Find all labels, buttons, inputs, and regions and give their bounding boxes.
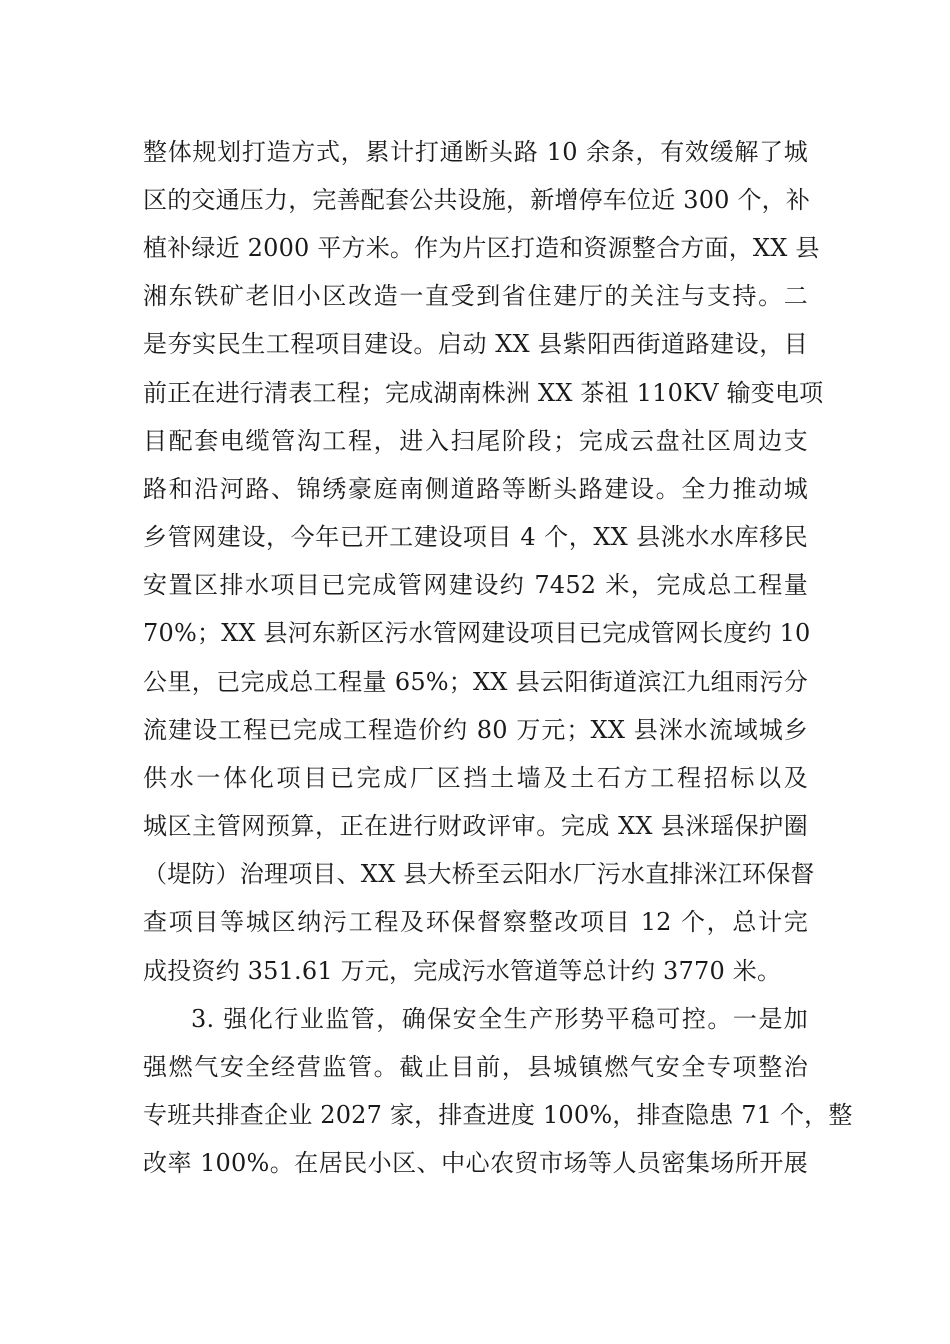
body-text-line: 目配套电缆管沟工程，进入扫尾阶段；完成云盘社区周边支: [143, 427, 808, 455]
body-text-line: 流建设工程已完成工程造价约 80 万元；XX 县洣水流域城乡: [143, 716, 808, 744]
body-text-line: 乡管网建设，今年已开工建设项目 4 个，XX 县洮水水库移民: [143, 523, 808, 551]
body-text-line: 植补绿近 2000 平方米。作为片区打造和资源整合方面，XX 县: [143, 234, 820, 262]
body-text-line: 是夯实民生工程项目建设。启动 XX 县紫阳西街道路建设，目: [143, 330, 808, 358]
body-text-line: （堤防）治理项目、XX 县大桥至云阳水厂污水直排洣江环保督: [143, 860, 815, 888]
body-text-line: 70%；XX 县河东新区污水管网建设项目已完成管网长度约 10: [143, 619, 811, 647]
body-text-line: 公里，已完成总工程量 65%；XX 县云阳街道滨江九组雨污分: [143, 668, 808, 696]
body-text-line: 路和沿河路、锦绣豪庭南侧道路等断头路建设。全力推动城: [143, 475, 808, 503]
paragraph-last-line: 成投资约 351.61 万元，完成污水管道等总计约 3770 米。: [143, 957, 782, 985]
body-text-line: 供水一体化项目已完成厂区挡土墙及土石方工程招标以及: [143, 764, 808, 792]
body-text-line: 湘东铁矿老旧小区改造一直受到省住建厅的关注与支持。二: [143, 282, 808, 310]
body-text-line: 城区主管网预算，正在进行财政评审。完成 XX 县洣瑶保护圈: [143, 812, 808, 840]
body-text-line: 安置区排水项目已完成管网建设约 7452 米，完成总工程量: [143, 571, 808, 599]
body-text-line: 专班共排查企业 2027 家，排查进度 100%，排查隐患 71 个，整: [143, 1101, 853, 1129]
section-3-first-line: 3. 强化行业监管，确保安全生产形势平稳可控。一是加: [191, 1005, 808, 1033]
body-text-line: 区的交通压力，完善配套公共设施，新增停车位近 300 个，补: [143, 186, 811, 214]
body-text-line: 改率 100%。在居民小区、中心农贸市场等人员密集场所开展: [143, 1149, 808, 1177]
body-text-line: 前正在进行清表工程；完成湖南株洲 XX 茶祖 110KV 输变电项: [143, 379, 824, 407]
body-text-line: 强燃气安全经营监管。截止目前，县城镇燃气安全专项整治: [143, 1053, 808, 1081]
body-text-line: 查项目等城区纳污工程及环保督察整改项目 12 个，总计完: [143, 908, 808, 936]
body-text-line: 整体规划打造方式，累计打通断头路 10 余条，有效缓解了城: [143, 138, 808, 166]
